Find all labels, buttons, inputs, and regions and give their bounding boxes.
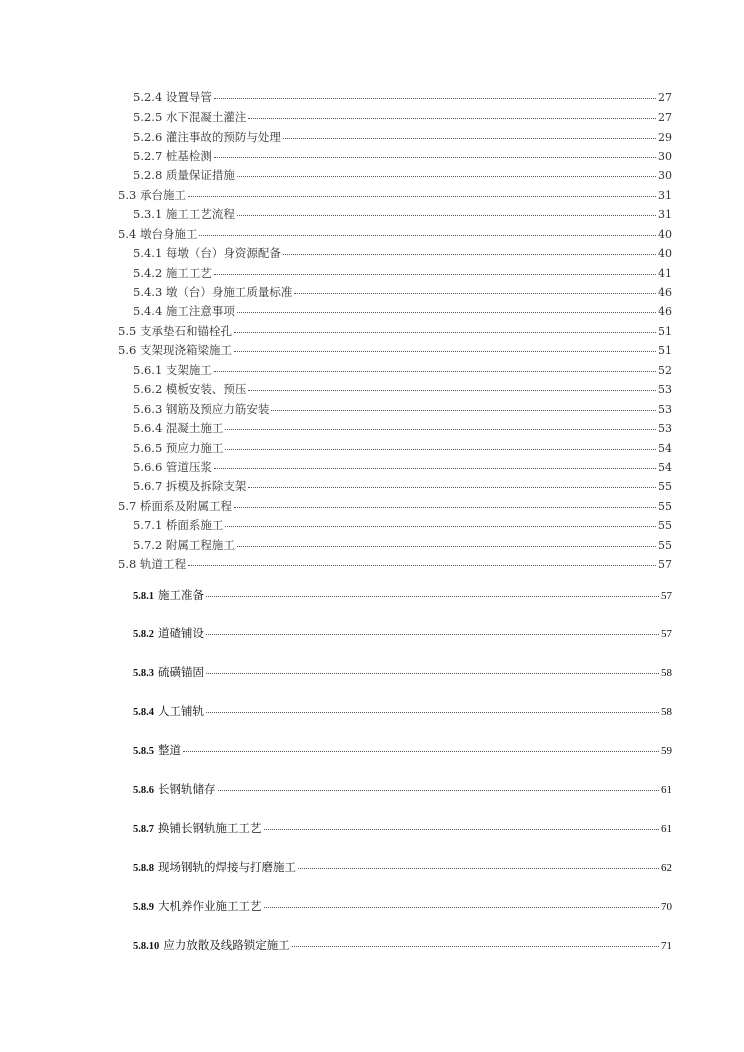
dot-leader bbox=[234, 332, 656, 333]
dot-leader bbox=[199, 235, 656, 236]
toc-subentry-page: 62 bbox=[661, 862, 672, 874]
toc-subentry-number: 5.8.8 bbox=[133, 863, 154, 874]
dot-leader bbox=[264, 907, 660, 908]
dot-leader bbox=[218, 790, 660, 791]
toc-subentry-title: 应力放散及线路锁定施工 bbox=[163, 938, 290, 952]
toc-entry-page: 55 bbox=[658, 519, 672, 532]
toc-subentry[interactable] bbox=[133, 590, 672, 603]
toc-entry-page: 53 bbox=[658, 403, 672, 416]
toc-entry-title: 5.4.2 施工工艺 bbox=[133, 266, 212, 280]
dot-leader bbox=[248, 390, 656, 391]
toc-entry-page: 31 bbox=[658, 208, 672, 221]
toc-subentry-title: 大机养作业施工工艺 bbox=[158, 899, 262, 913]
toc-subentry-title: 现场钢轨的焊接与打磨施工 bbox=[158, 860, 296, 874]
toc-entry[interactable] bbox=[133, 481, 672, 493]
dot-leader bbox=[292, 946, 659, 947]
toc-entry-page: 55 bbox=[658, 480, 672, 493]
toc-entry-title: 5.3.1 施工工艺流程 bbox=[133, 207, 235, 221]
toc-entry-title: 5.5 支承垫石和锚栓孔 bbox=[118, 324, 232, 338]
toc-entry[interactable] bbox=[133, 520, 672, 532]
dot-leader bbox=[237, 215, 656, 216]
toc-entry-page: 53 bbox=[658, 383, 672, 396]
toc-subentry-page: 58 bbox=[661, 667, 672, 679]
dot-leader bbox=[248, 487, 656, 488]
toc-subentry-number: 5.8.9 bbox=[133, 902, 154, 913]
dot-leader bbox=[237, 546, 656, 547]
toc-subentry-page: 70 bbox=[661, 901, 672, 913]
toc-subentry-page: 59 bbox=[661, 745, 672, 757]
toc-subentry-page: 71 bbox=[661, 940, 672, 952]
toc-entry-title: 5.4 墩台身施工 bbox=[118, 227, 198, 241]
dot-leader bbox=[225, 449, 656, 450]
toc-subentry-title: 换铺长钢轨施工工艺 bbox=[158, 821, 262, 835]
toc-subentry-title: 施工准备 bbox=[158, 588, 204, 602]
toc-entry-page: 30 bbox=[658, 150, 672, 163]
toc-entry-title: 5.2.8 质量保证措施 bbox=[133, 168, 235, 182]
dot-leader bbox=[214, 98, 656, 99]
dot-leader bbox=[214, 468, 656, 469]
toc-entry-page: 29 bbox=[658, 131, 672, 144]
toc-entry-page: 51 bbox=[658, 344, 672, 357]
dot-leader bbox=[188, 196, 656, 197]
toc-entry[interactable] bbox=[133, 287, 672, 299]
toc-entry-page: 41 bbox=[658, 267, 672, 280]
toc-entry-page: 57 bbox=[658, 558, 672, 571]
toc-entry-title: 5.6.1 支架施工 bbox=[133, 363, 212, 377]
dot-leader bbox=[283, 138, 656, 139]
dot-leader bbox=[206, 596, 659, 597]
toc-entry[interactable] bbox=[118, 326, 672, 338]
toc-entry[interactable] bbox=[118, 501, 672, 513]
toc-entry-title: 5.8 轨道工程 bbox=[118, 557, 186, 571]
toc-entry[interactable] bbox=[133, 306, 672, 318]
toc-entry-page: 54 bbox=[658, 442, 672, 455]
toc-entry-page: 55 bbox=[658, 539, 672, 552]
toc-entry-title: 5.7.2 附属工程施工 bbox=[133, 538, 235, 552]
dot-leader bbox=[214, 274, 656, 275]
dot-leader bbox=[225, 526, 656, 527]
dot-leader bbox=[248, 118, 656, 119]
toc-subentry-page: 57 bbox=[661, 628, 672, 640]
toc-entry-title: 5.2.6 灌注事故的预防与处理 bbox=[133, 130, 281, 144]
toc-entry-title: 5.4.1 每墩（台）身资源配备 bbox=[133, 246, 281, 260]
dot-leader bbox=[183, 751, 659, 752]
toc-entry-page: 27 bbox=[658, 91, 672, 104]
dot-leader bbox=[206, 673, 659, 674]
toc-entry-title: 5.6.2 模板安装、预压 bbox=[133, 382, 247, 396]
toc-entry[interactable] bbox=[133, 112, 672, 124]
toc-entry[interactable] bbox=[133, 540, 672, 552]
toc-subentry[interactable] bbox=[133, 862, 672, 875]
toc-subentry-page: 61 bbox=[661, 784, 672, 796]
toc-subentry-number: 5.8.5 bbox=[133, 746, 154, 757]
toc-subentry-number: 5.8.4 bbox=[133, 707, 154, 718]
toc-entry-page: 30 bbox=[658, 169, 672, 182]
toc-entry[interactable] bbox=[133, 209, 672, 221]
toc-entry-title: 5.2.5 水下混凝土灌注 bbox=[133, 110, 247, 124]
toc-entry[interactable] bbox=[133, 132, 672, 144]
dot-leader bbox=[214, 371, 656, 372]
toc-entry-title: 5.4.3 墩（台）身施工质量标准 bbox=[133, 285, 293, 299]
toc-entry-page: 53 bbox=[658, 422, 672, 435]
toc-subentry[interactable] bbox=[133, 901, 672, 914]
dot-leader bbox=[298, 868, 659, 869]
dot-leader bbox=[271, 410, 656, 411]
toc-subentry[interactable] bbox=[133, 667, 672, 680]
toc-entry-title: 5.6 支架现浇箱梁施工 bbox=[118, 343, 232, 357]
toc-entry-title: 5.6.3 钢筋及预应力筋安装 bbox=[133, 402, 270, 416]
toc-entry[interactable] bbox=[133, 92, 672, 104]
toc-entry-title: 5.2.7 桩基检测 bbox=[133, 149, 212, 163]
toc-subentry-number: 5.8.10 bbox=[133, 941, 160, 952]
toc-subentry-title: 长钢轨储存 bbox=[158, 782, 216, 796]
toc-entry-page: 51 bbox=[658, 325, 672, 338]
toc-subentry[interactable] bbox=[133, 745, 672, 758]
toc-subentry-title: 硫磺锚固 bbox=[158, 665, 204, 679]
toc-entry-title: 5.7.1 桥面系施工 bbox=[133, 518, 224, 532]
dot-leader bbox=[206, 712, 659, 713]
toc-subentry[interactable] bbox=[133, 940, 672, 953]
toc-subentry-title: 整道 bbox=[158, 743, 181, 757]
toc-entry-title: 5.3 承台施工 bbox=[118, 188, 186, 202]
toc-entry[interactable] bbox=[133, 404, 672, 416]
toc-entry[interactable] bbox=[133, 384, 672, 396]
toc-entry[interactable] bbox=[133, 423, 672, 435]
toc-subentry[interactable] bbox=[133, 823, 672, 836]
toc-entry-title: 5.4.4 施工注意事项 bbox=[133, 304, 235, 318]
toc-subentry[interactable] bbox=[133, 784, 672, 797]
dot-leader bbox=[234, 507, 656, 508]
toc-entry[interactable] bbox=[118, 345, 672, 357]
toc-entry-page: 46 bbox=[658, 286, 672, 299]
toc-entry-page: 55 bbox=[658, 500, 672, 513]
toc-entry[interactable] bbox=[133, 248, 672, 260]
toc-entry[interactable] bbox=[133, 443, 672, 455]
dot-leader bbox=[206, 634, 659, 635]
toc-subentry-number: 5.8.2 bbox=[133, 629, 154, 640]
toc-subentry[interactable] bbox=[133, 628, 672, 641]
dot-leader bbox=[283, 254, 656, 255]
dot-leader bbox=[214, 157, 656, 158]
toc-subentry-number: 5.8.1 bbox=[133, 591, 154, 602]
dot-leader bbox=[237, 312, 656, 313]
toc-entry-page: 46 bbox=[658, 305, 672, 318]
toc-entry[interactable] bbox=[133, 151, 672, 163]
toc-entry[interactable] bbox=[118, 229, 672, 241]
toc-entry-page: 54 bbox=[658, 461, 672, 474]
toc-subentry-page: 61 bbox=[661, 823, 672, 835]
toc-subentry-title: 道碴铺设 bbox=[158, 626, 204, 640]
toc-entry[interactable] bbox=[133, 170, 672, 182]
toc-entry[interactable] bbox=[133, 365, 672, 377]
dot-leader bbox=[234, 351, 656, 352]
dot-leader bbox=[225, 429, 656, 430]
dot-leader bbox=[294, 293, 656, 294]
toc-entry[interactable] bbox=[118, 190, 672, 202]
toc-entry[interactable] bbox=[118, 559, 672, 571]
dot-leader bbox=[264, 829, 660, 830]
toc-entry-title: 5.6.4 混凝土施工 bbox=[133, 421, 224, 435]
toc-subentry[interactable] bbox=[133, 706, 672, 719]
toc-entry-page: 27 bbox=[658, 111, 672, 124]
toc-entry-page: 40 bbox=[658, 247, 672, 260]
toc-entry-title: 5.6.7 拆模及拆除支架 bbox=[133, 479, 247, 493]
toc-subentry-page: 58 bbox=[661, 706, 672, 718]
dot-leader bbox=[188, 565, 656, 566]
toc-subentry-number: 5.8.6 bbox=[133, 785, 154, 796]
toc-entry-page: 52 bbox=[658, 364, 672, 377]
toc-entry[interactable] bbox=[133, 462, 672, 474]
toc-entry[interactable] bbox=[133, 268, 672, 280]
toc-entry-title: 5.2.4 设置导管 bbox=[133, 90, 212, 104]
toc-entry-page: 31 bbox=[658, 189, 672, 202]
toc-entry-title: 5.6.5 预应力施工 bbox=[133, 441, 224, 455]
toc-entry-title: 5.7 桥面系及附属工程 bbox=[118, 499, 232, 513]
toc-subentry-title: 人工铺轨 bbox=[158, 704, 204, 718]
toc-subentry-number: 5.8.3 bbox=[133, 668, 154, 679]
toc-subentry-number: 5.8.7 bbox=[133, 824, 154, 835]
toc-entry-page: 40 bbox=[658, 228, 672, 241]
toc-subentry-page: 57 bbox=[661, 590, 672, 602]
toc-entry-title: 5.6.6 管道压浆 bbox=[133, 460, 212, 474]
dot-leader bbox=[237, 176, 656, 177]
